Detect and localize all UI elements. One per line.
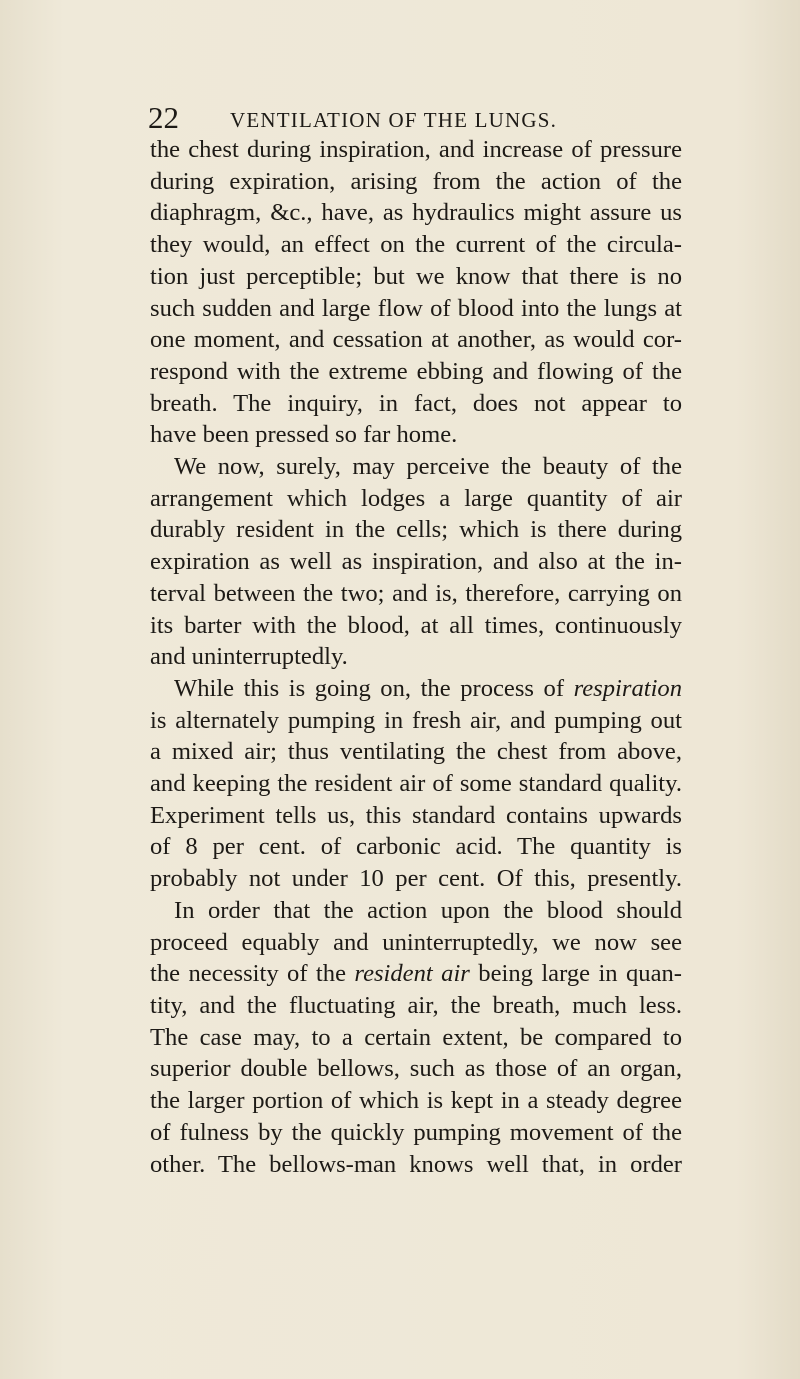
text-line: its barter with the blood, at all times, continuously (150, 611, 682, 639)
text-line: diaphragm, &c., have, as hydraulics might assure us (150, 199, 682, 227)
text-line: arrangement which lodges a large quantity of air (150, 484, 682, 512)
text-line (150, 673, 682, 705)
text-line: they would, an effect on the current of the circula- (150, 231, 682, 259)
text-line: expiration as well as inspiration, and also at the in- (150, 548, 682, 576)
text-line: breath. The inquiry, in fact, does not appear to (150, 389, 682, 417)
text-segment: While this is going on, the process of (174, 674, 574, 702)
text-line: tion just perceptible; but we know that there is no (150, 262, 682, 290)
text-line: We now, surely, may perceive the beauty of the (174, 453, 682, 481)
text-line: have been pressed so far home. (150, 421, 458, 449)
text-line: durably resident in the cells; which is there during (150, 516, 682, 544)
emphasis-resident-air: resident air (354, 960, 470, 988)
text-line: a mixed air; thus ventilating the chest from above, (150, 738, 682, 766)
text-line: Experiment tells us, this standard contains upwards (150, 801, 682, 829)
emphasis-respiration: respiration (573, 674, 682, 702)
text-line: and keeping the resident air of some standard quality. (150, 770, 682, 798)
text-line: proceed equably and uninterruptedly, we now see (150, 928, 682, 956)
text-line: In order that the action upon the blood should (174, 896, 682, 924)
text-line: superior double bellows, such as those of an organ, (150, 1055, 682, 1083)
text-line: the larger portion of which is kept in a steady degree (150, 1087, 682, 1115)
text-line: respond with the extreme ebbing and flowing of the (150, 357, 682, 385)
text-line: probably not under 10 per cent. Of this, presently. (150, 865, 682, 893)
text-line: the chest during inspiration, and increase of pressure (150, 136, 682, 163)
text-line: one moment, and cessation at another, as would cor- (150, 326, 682, 354)
text-line: such sudden and large flow of blood into the lungs at (150, 294, 682, 322)
text-line: is alternately pumping in fresh air, and pumping out (150, 706, 682, 734)
text-line: The case may, to a certain extent, be compared to (150, 1023, 682, 1051)
text-line: of 8 per cent. of carbonic acid. The quantity is (150, 833, 682, 861)
page-number: 22 (148, 100, 179, 135)
text-line: other. The bellows-man knows well that, in order (150, 1150, 682, 1178)
text-line (150, 958, 682, 990)
text-line: and uninterruptedly. (150, 643, 348, 671)
text-segment: being large in quan- (469, 960, 683, 988)
text-line: tity, and the fluctuating air, the breath, much less. (150, 991, 682, 1019)
text-line: during expiration, arising from the action of the (150, 167, 682, 195)
running-head: VENTILATION OF THE LUNGS. (230, 108, 558, 132)
text-line: of fulness by the quickly pumping movement of the (150, 1118, 682, 1146)
text-segment: the necessity of the (150, 960, 355, 988)
text-line: terval between the two; and is, therefore, carrying on (150, 579, 682, 607)
body-text (150, 134, 682, 1180)
